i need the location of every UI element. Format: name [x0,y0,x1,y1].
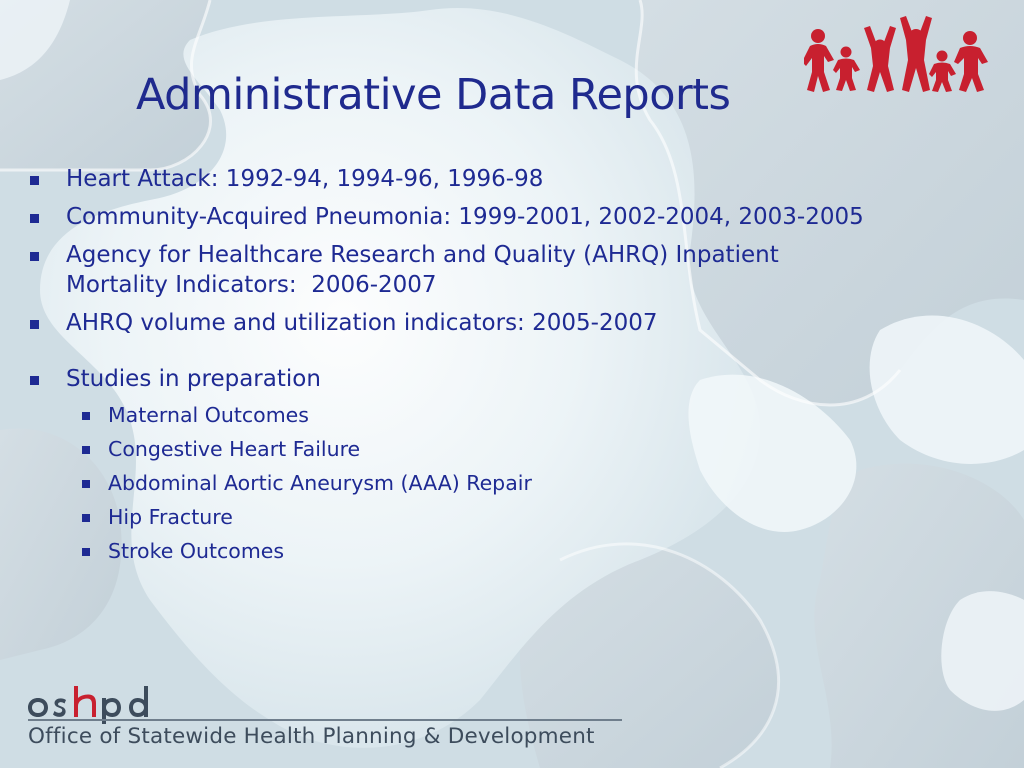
oshpd-wordmark [28,684,158,724]
bullet-text: Studies in preparation [66,366,321,392]
square-bullet-icon [30,176,39,185]
square-bullet-icon [82,514,90,522]
square-bullet-icon [82,548,90,556]
sub-bullet-item [30,504,1010,530]
organization-name: Office of Statewide Health Planning & Development [28,724,595,749]
sub-bullet-item [30,470,1010,496]
sub-bullet-text: Hip Fracture [108,505,233,529]
square-bullet-icon [30,252,39,261]
bullet-item [30,240,1010,300]
logo-divider [28,719,622,721]
bullet-text: AHRQ volume and utilization indicators: 2005-2007 [66,310,658,336]
bullet-list [30,164,1010,572]
bullet-item [30,364,1010,394]
sub-bullet-item [30,402,1010,428]
oshpd-logo [28,684,628,754]
sub-bullet-item [30,436,1010,462]
square-bullet-icon [82,480,90,488]
bullet-text: Heart Attack: 1992-94, 1994-96, 1996-98 [66,166,544,192]
sub-bullet-text: Stroke Outcomes [108,539,285,563]
bullet-item [30,202,1010,232]
square-bullet-icon [30,214,39,223]
bullet-text: Agency for Healthcare Research and Quality (AHRQ) Inpatient Mortality Indicators: 2006-2007 [66,242,779,298]
square-bullet-icon [30,320,39,329]
family-figures-icon [804,16,988,94]
sub-bullet-item [30,538,1010,564]
sub-bullet-text: Abdominal Aortic Aneurysm (AAA) Repair [108,471,532,495]
bullet-item [30,164,1010,194]
bullet-item [30,308,1010,338]
bullet-text: Community-Acquired Pneumonia: 1999-2001, 2002-2004, 2003-2005 [66,204,864,230]
square-bullet-icon [82,446,90,454]
sub-bullet-text: Maternal Outcomes [108,403,309,427]
sub-bullet-text: Congestive Heart Failure [108,437,361,461]
square-bullet-icon [82,412,90,420]
slide-title: Administrative Data Reports [136,70,731,120]
square-bullet-icon [30,376,39,385]
